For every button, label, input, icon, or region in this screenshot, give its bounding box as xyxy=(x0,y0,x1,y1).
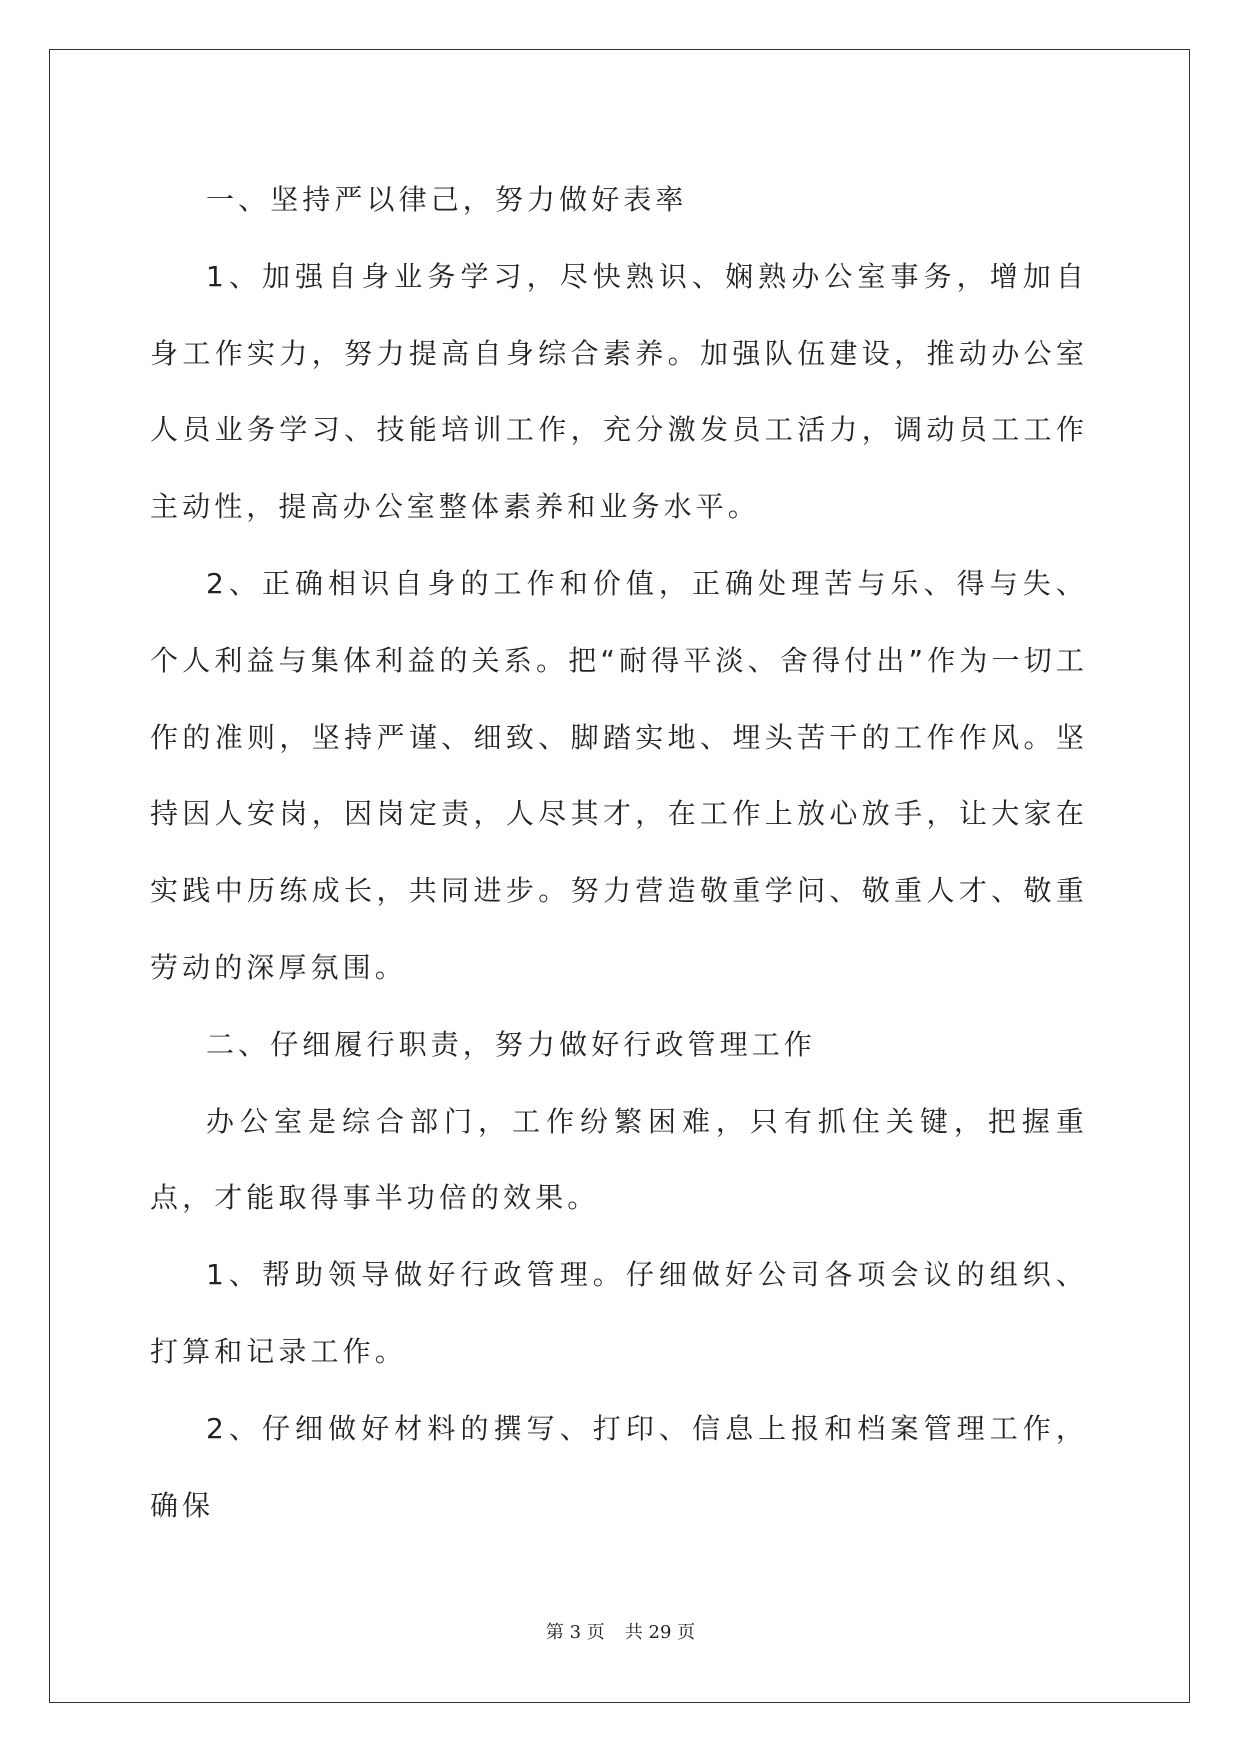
paragraph: 1、帮助领导做好行政管理。仔细做好公司各项会议的组织、打算和记录工作。 xyxy=(150,1258,1088,1368)
paragraph: 2、正确相识自身的工作和价值，正确处理苦与乐、得与失、个人利益与集体利益的关系。把“耐得平淡、舍得付出”作为一切工作的准则，坚持严谨、细致、脚踏实地、埋头苦干的工作作风。坚持因人安岗，因岗定责，人尽其才，在工作上放心放手，让大家在实践中历练成长，共同进步。努力营造敬重学问、敬重人才、敬重劳动的深厚氛围。 xyxy=(150,566,1088,984)
document-body xyxy=(150,162,1088,1544)
paragraph: 1、加强自身业务学习，尽快熟识、娴熟办公室事务，增加自身工作实力，努力提高自身综合素养。加强队伍建设，推动办公室人员业务学习、技能培训工作，充分激发员工活力，调动员工工作主动性，提高办公室整体素养和业务水平。 xyxy=(150,259,1088,524)
paragraph: 2、仔细做好材料的撰写、打印、信息上报和档案管理工作，确保 xyxy=(150,1411,1088,1522)
page-total: 共 29 页 xyxy=(624,1622,696,1643)
page-footer xyxy=(0,1618,1241,1644)
section-heading-1: 一、坚持严以律己，努力做好表率 xyxy=(206,183,688,216)
paragraph: 办公室是综合部门，工作纷繁困难，只有抓住关键，把握重点，才能取得事半功倍的效果。 xyxy=(150,1104,1088,1215)
page-number: 第 3 页 xyxy=(545,1622,605,1643)
section-heading-2: 二、仔细履行职责，努力做好行政管理工作 xyxy=(206,1027,816,1061)
